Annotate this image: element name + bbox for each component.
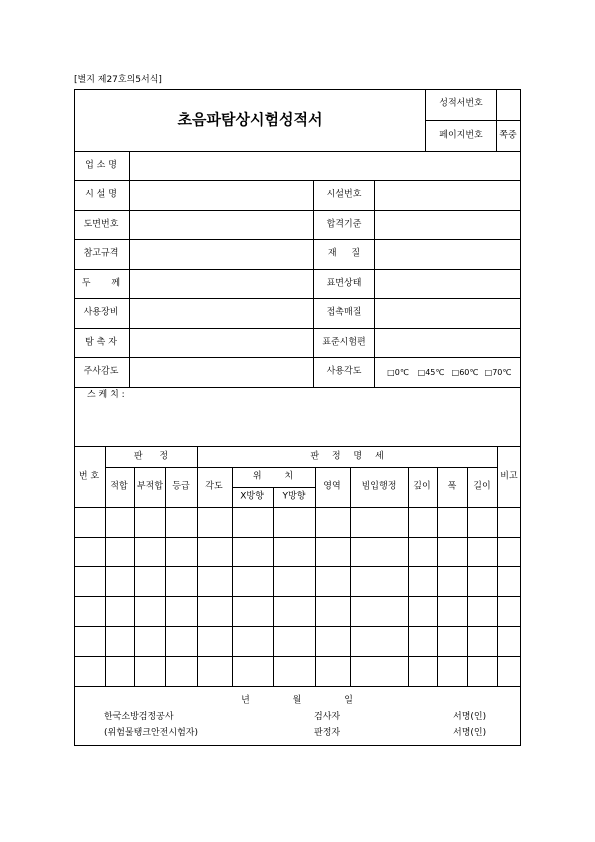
table-col (197, 446, 198, 686)
material-label: 재 질 (327, 248, 361, 259)
equipment-label: 사용장비 (83, 307, 119, 318)
table-row-rule (74, 566, 521, 567)
angle-option-70[interactable]: □70℃ (484, 368, 512, 377)
document-title: 초음파탐상시험성적서 (177, 110, 323, 129)
table-header-rule (74, 507, 521, 508)
angle-option-60[interactable]: □60℃ (451, 368, 479, 377)
couplant-label: 접촉매질 (326, 307, 362, 318)
table-col (467, 467, 468, 686)
col-no: 번 호 (78, 471, 100, 482)
facility-no-label: 시설번호 (326, 189, 362, 200)
surface-label: 표면상태 (326, 278, 362, 289)
ref-spec-label: 참고규격 (83, 248, 119, 259)
col-region: 영역 (323, 481, 341, 492)
table-col (437, 467, 438, 686)
report-no-label: 성적서번호 (439, 98, 483, 109)
row-rule (74, 210, 521, 211)
row-rule (74, 180, 521, 181)
row-rule (74, 298, 521, 299)
col-angle: 각도 (205, 481, 223, 492)
scan-sensitivity-label: 주사감도 (83, 366, 119, 377)
row-rule (74, 446, 521, 447)
table-col (273, 487, 274, 686)
pass-criteria-label: 합격기준 (326, 219, 362, 230)
sketch-label: 스 케 치 : (87, 390, 125, 400)
col-length: 길이 (473, 481, 491, 492)
col-remarks: 비고 (500, 471, 518, 482)
table-col (165, 467, 166, 686)
col-beam-path: 빔입행정 (361, 481, 397, 492)
page-count: 쪽중 (499, 130, 517, 141)
thickness-label: 두 께 (81, 278, 121, 289)
mid-divider (313, 180, 314, 387)
drawing-no-label: 도면번호 (83, 219, 119, 230)
col-fail: 부적합 (136, 481, 164, 492)
table-col (315, 467, 316, 686)
col-position: 위 치 (252, 471, 294, 482)
table-header-rule (105, 467, 497, 468)
org-subtitle: (위험물탱크안전시험자) (104, 728, 198, 738)
judge-signature: 서명(인) (453, 728, 487, 738)
col-judgment: 판 정 (133, 451, 169, 462)
row-rule (74, 328, 521, 329)
inspector-signature: 서명(인) (453, 712, 487, 722)
row-rule (74, 357, 521, 358)
table-col (232, 467, 233, 686)
col-detail: 판 정 명 세 (310, 451, 384, 462)
angle-option-45[interactable]: □45℃ (417, 368, 445, 377)
inspector-label: 검사자 (314, 712, 341, 722)
col-y-dir: Y방향 (282, 491, 306, 502)
col-width: 폭 (447, 481, 457, 492)
org-name: 한국소방검정공사 (104, 712, 174, 722)
probe-label: 탐 촉 자 (85, 337, 117, 348)
business-name-label: 업 소 명 (85, 160, 117, 171)
table-col (350, 467, 351, 686)
col-pass: 적합 (110, 481, 128, 492)
mid-divider (374, 180, 375, 387)
table-col (105, 446, 106, 686)
row-rule (74, 239, 521, 240)
date-line: 년 월 일 (241, 695, 353, 706)
form-id: [별지 제27호의5서식] (74, 75, 162, 85)
table-row-rule (74, 656, 521, 657)
angle-option-0[interactable]: □0℃ (387, 368, 409, 377)
facility-name-label: 시 설 명 (85, 189, 117, 200)
angle-used-label: 사용각도 (326, 366, 362, 377)
row-rule (74, 387, 521, 388)
label-divider (129, 151, 130, 387)
judge-label: 판정자 (314, 728, 341, 738)
table-row-rule (74, 596, 521, 597)
row-rule (74, 269, 521, 270)
col-x-dir: X방향 (240, 491, 264, 502)
header-rule (425, 120, 521, 121)
table-col (134, 467, 135, 686)
col-grade: 등급 (172, 481, 190, 492)
row-rule (74, 151, 521, 152)
col-depth: 깊이 (413, 481, 431, 492)
table-row-rule (74, 626, 521, 627)
table-col (408, 467, 409, 686)
page-no-label: 페이지번호 (439, 130, 483, 141)
table-row-rule (74, 537, 521, 538)
table-row-rule (74, 686, 521, 687)
report-form (74, 89, 521, 746)
table-col (497, 446, 498, 686)
std-block-label: 표준시험편 (322, 337, 366, 348)
